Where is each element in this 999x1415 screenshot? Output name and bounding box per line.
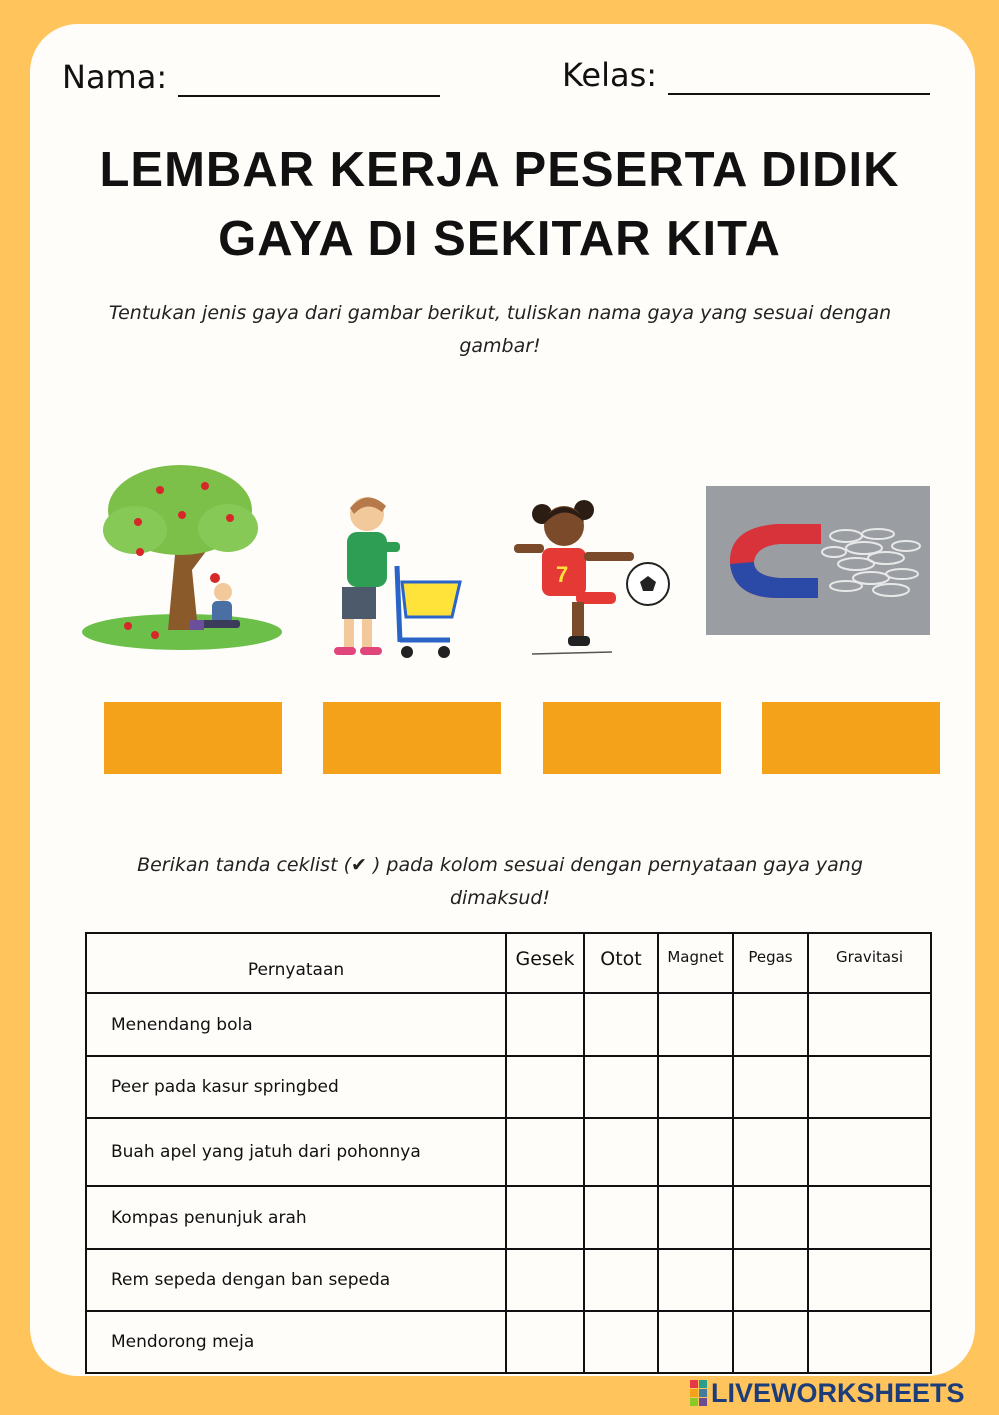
table-row xyxy=(86,1311,931,1373)
column-header-otot: Otot xyxy=(584,933,658,993)
check-cell-gravitasi[interactable] xyxy=(808,1118,931,1186)
girl-shoe xyxy=(568,636,590,646)
check-cell-otot[interactable] xyxy=(584,993,658,1056)
apple-shape xyxy=(178,511,186,519)
column-header-gravitasi: Gravitasi xyxy=(808,933,931,993)
check-cell-pegas[interactable] xyxy=(733,1056,808,1118)
apple-shape xyxy=(136,548,144,556)
instruction-2 xyxy=(60,849,940,916)
girl-leg-stand xyxy=(572,602,584,638)
answer-box-1[interactable] xyxy=(104,702,282,774)
liveworksheets-logo xyxy=(690,1376,965,1410)
books-shape xyxy=(190,620,204,630)
girl-arm-right xyxy=(584,552,634,561)
table-header-row xyxy=(86,933,931,993)
cart-handle-shape xyxy=(397,566,400,642)
person-shirt-shape xyxy=(347,532,387,587)
check-cell-gesek[interactable] xyxy=(506,1311,584,1373)
apple-tree-icon xyxy=(80,460,285,660)
check-cell-magnet[interactable] xyxy=(658,1311,733,1373)
cart-basket-shape xyxy=(402,582,460,617)
table-row xyxy=(86,1056,931,1118)
jersey-number: 7 xyxy=(556,562,569,587)
person-shoe-right xyxy=(360,647,382,655)
check-cell-otot[interactable] xyxy=(584,1056,658,1118)
check-cell-gravitasi[interactable] xyxy=(808,1056,931,1118)
instruction-2-line-2: dimaksud! xyxy=(449,887,551,910)
table-row xyxy=(86,1118,931,1186)
apple-shape xyxy=(151,631,159,639)
column-header-gesek: Gesek xyxy=(506,933,584,993)
girl-arm-left xyxy=(514,544,544,553)
apple-shape xyxy=(226,514,234,522)
liveworksheets-mark-icon xyxy=(690,1380,708,1406)
person-arm-shape xyxy=(372,542,400,552)
check-cell-gesek[interactable] xyxy=(506,993,584,1056)
check-cell-gravitasi[interactable] xyxy=(808,1311,931,1373)
shopping-cart-icon xyxy=(322,492,467,662)
check-cell-gesek[interactable] xyxy=(506,1186,584,1249)
statement-cell: Buah apel yang jatuh dari pohonnya xyxy=(86,1118,506,1186)
check-cell-gesek[interactable] xyxy=(506,1118,584,1186)
apple-shape xyxy=(124,622,132,630)
instruction-1-line-2: gambar! xyxy=(459,335,541,358)
check-cell-pegas[interactable] xyxy=(733,1118,808,1186)
answer-box-4[interactable] xyxy=(762,702,940,774)
tree-crown-left xyxy=(103,506,167,554)
check-cell-magnet[interactable] xyxy=(658,1249,733,1311)
child-head-shape xyxy=(214,583,232,601)
check-cell-gesek[interactable] xyxy=(506,1056,584,1118)
check-cell-magnet[interactable] xyxy=(658,993,733,1056)
table-row xyxy=(86,1186,931,1249)
child-body-shape xyxy=(212,601,232,623)
checklist-table xyxy=(85,932,932,1374)
check-cell-otot[interactable] xyxy=(584,1249,658,1311)
person-leg-right xyxy=(362,619,372,649)
person-shoe-left xyxy=(334,647,356,655)
check-cell-gravitasi[interactable] xyxy=(808,1186,931,1249)
statement-cell: Menendang bola xyxy=(86,993,506,1056)
instruction-2-line-1: Berikan tanda ceklist (✔ ) pada kolom sesuai dengan pernyataan gaya yang xyxy=(137,854,863,876)
answer-box-3[interactable] xyxy=(543,702,721,774)
name-field[interactable] xyxy=(178,95,440,97)
liveworksheets-brand: LIVEWORKSHEETS xyxy=(711,1377,965,1408)
class-field[interactable] xyxy=(668,93,930,95)
child-legs-shape xyxy=(200,620,240,628)
check-cell-gesek[interactable] xyxy=(506,1249,584,1311)
table-row xyxy=(86,1249,931,1311)
statement-cell: Peer pada kasur springbed xyxy=(86,1056,506,1118)
instruction-1 xyxy=(60,297,940,364)
check-cell-pegas[interactable] xyxy=(733,1249,808,1311)
column-header-statement: Pernyataan xyxy=(86,933,506,993)
check-cell-otot[interactable] xyxy=(584,1186,658,1249)
column-header-pegas: Pegas xyxy=(733,933,808,993)
cart-wheel-shape xyxy=(438,646,450,658)
check-cell-pegas[interactable] xyxy=(733,993,808,1056)
cart-wheel-shape xyxy=(401,646,413,658)
table-row xyxy=(86,993,931,1056)
magnet-icon xyxy=(706,486,930,635)
check-cell-pegas[interactable] xyxy=(733,1186,808,1249)
title-line-1: LEMBAR KERJA PESERTA DIDIK xyxy=(99,143,900,197)
check-cell-magnet[interactable] xyxy=(658,1056,733,1118)
soccer-kick-icon xyxy=(512,496,672,658)
tree-crown-right xyxy=(198,504,258,552)
statement-cell: Rem sepeda dengan ban sepeda xyxy=(86,1249,506,1311)
falling-apple-shape xyxy=(210,573,220,583)
statement-cell: Kompas penunjuk arah xyxy=(86,1186,506,1249)
instruction-1-line-1: Tentukan jenis gaya dari gambar berikut, tuliskan nama gaya yang sesuai dengan xyxy=(108,302,892,324)
check-cell-gravitasi[interactable] xyxy=(808,1249,931,1311)
check-cell-gravitasi[interactable] xyxy=(808,993,931,1056)
answer-box-2[interactable] xyxy=(323,702,501,774)
apple-shape xyxy=(134,518,142,526)
ground-line xyxy=(532,652,612,654)
apple-shape xyxy=(201,482,209,490)
check-cell-otot[interactable] xyxy=(584,1118,658,1186)
check-cell-magnet[interactable] xyxy=(658,1118,733,1186)
apple-shape xyxy=(156,486,164,494)
class-label: Kelas: xyxy=(562,56,658,94)
name-label: Nama: xyxy=(62,58,168,96)
check-cell-otot[interactable] xyxy=(584,1311,658,1373)
column-header-magnet: Magnet xyxy=(658,933,733,993)
title-line-2: GAYA DI SEKITAR KITA xyxy=(218,212,781,266)
check-cell-pegas[interactable] xyxy=(733,1311,808,1373)
person-leg-left xyxy=(344,619,354,649)
statement-cell: Mendorong meja xyxy=(86,1311,506,1373)
person-shorts-shape xyxy=(342,587,376,619)
check-cell-magnet[interactable] xyxy=(658,1186,733,1249)
